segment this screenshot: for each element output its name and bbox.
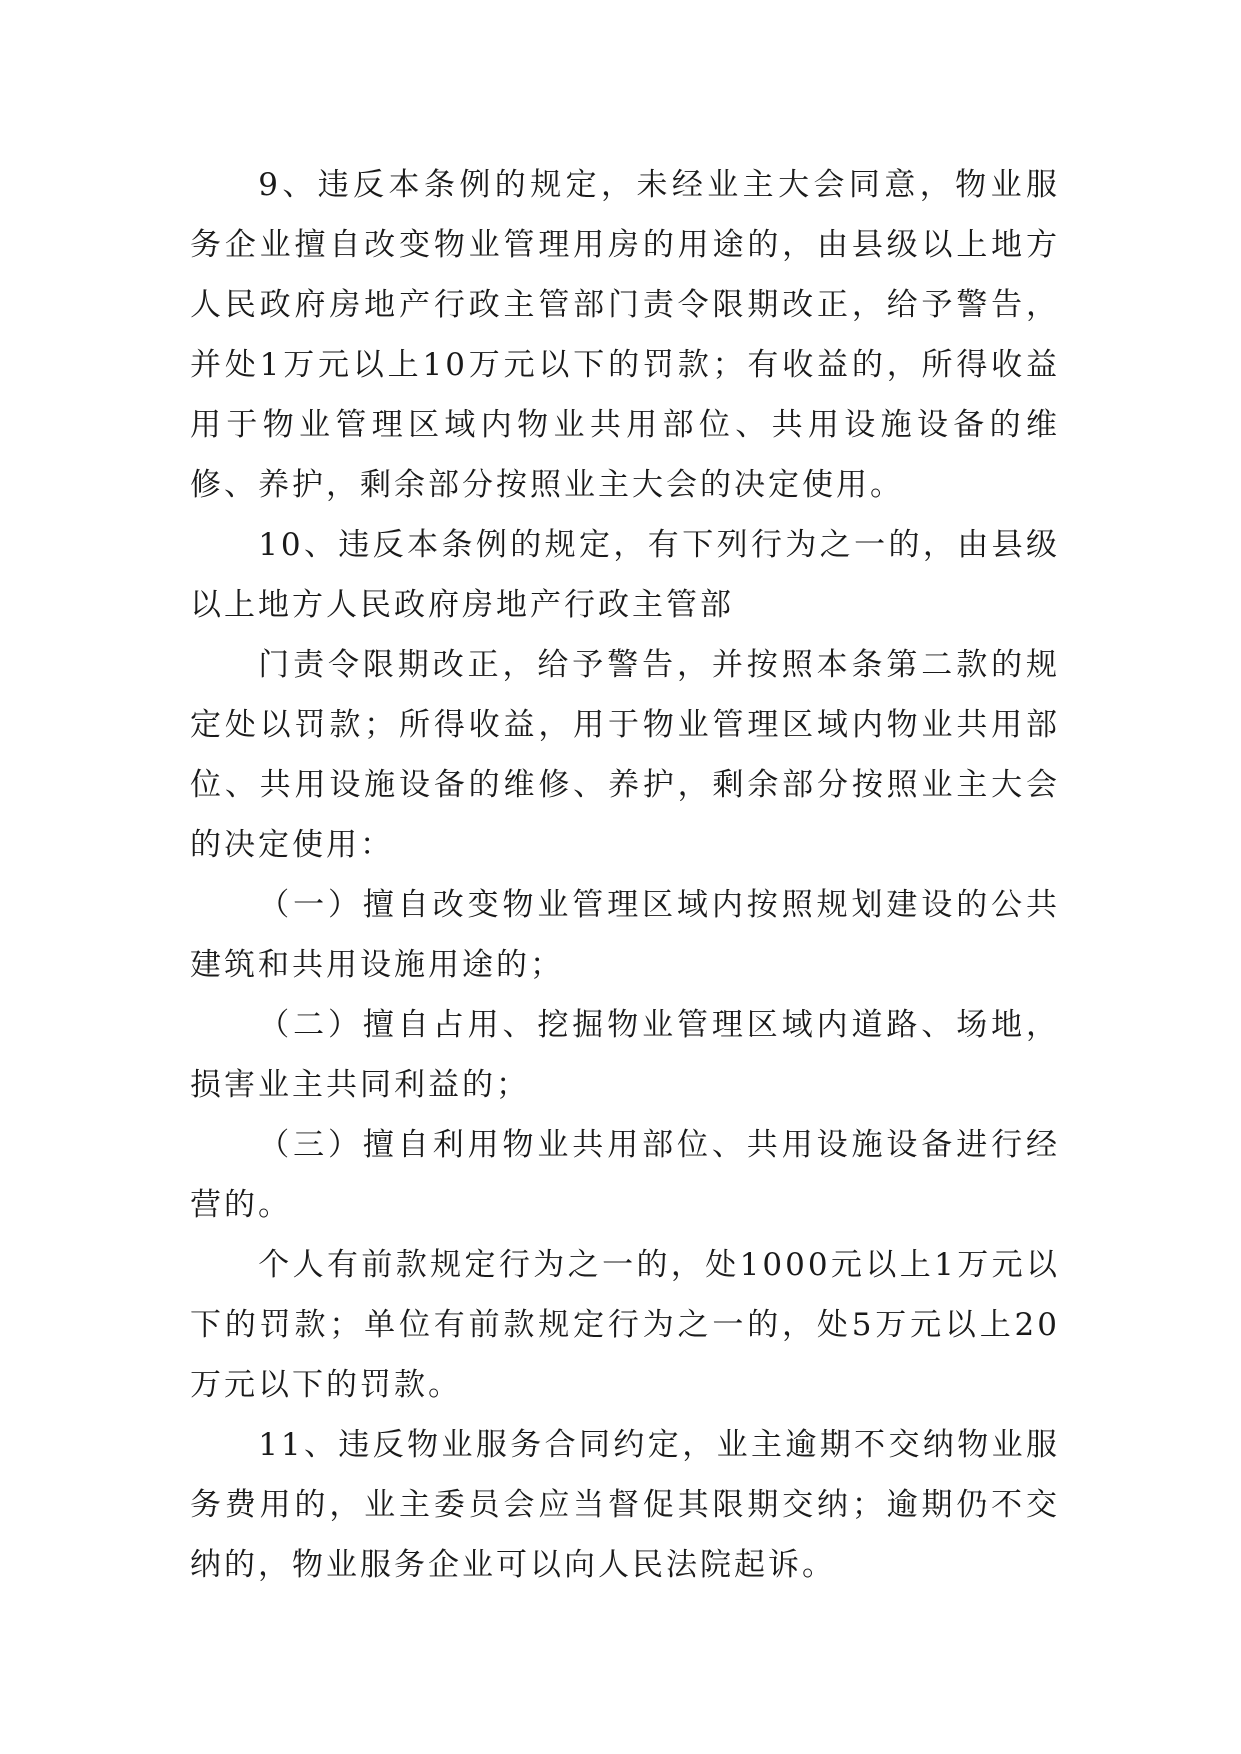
- paragraph-article-10-continued: 门责令限期改正，给予警告，并按照本条第二款的规定处以罚款；所得收益，用于物业管理区域内物业共用部位、共用设施设备的维修、养护，剩余部分按照业主大会的决定使用：: [190, 647, 1060, 863]
- paragraph-article-10: 10、违反本条例的规定，有下列行为之一的，由县级以上地方人民政府房地产行政主管部: [190, 527, 1060, 623]
- paragraph-item-2: （二）擅自占用、挖掘物业管理区域内道路、场地，损害业主共同利益的；: [190, 1007, 1060, 1103]
- document-body: [190, 155, 1060, 1595]
- paragraph-article-9: 9、违反本条例的规定，未经业主大会同意，物业服务企业擅自改变物业管理用房的用途的，由县级以上地方人民政府房地产行政主管部门责令限期改正，给予警告，并处1万元以上10万元以下的罚款；有收益的，所得收益用于物业管理区域内物业共用部位、共用设施设备的维修、养护，剩余部分按照业主大会的决定使用。: [190, 167, 1060, 503]
- paragraph-item-1: （一）擅自改变物业管理区域内按照规划建设的公共建筑和共用设施用途的；: [190, 887, 1060, 983]
- paragraph-item-3: （三）擅自利用物业共用部位、共用设施设备进行经营的。: [190, 1127, 1060, 1223]
- paragraph-article-11: 11、违反物业服务合同约定，业主逾期不交纳物业服务费用的，业主委员会应当督促其限期交纳；逾期仍不交纳的，物业服务企业可以向人民法院起诉。: [190, 1427, 1060, 1583]
- paragraph-penalties: 个人有前款规定行为之一的，处1000元以上1万元以下的罚款；单位有前款规定行为之一的，处5万元以上20万元以下的罚款。: [190, 1247, 1060, 1403]
